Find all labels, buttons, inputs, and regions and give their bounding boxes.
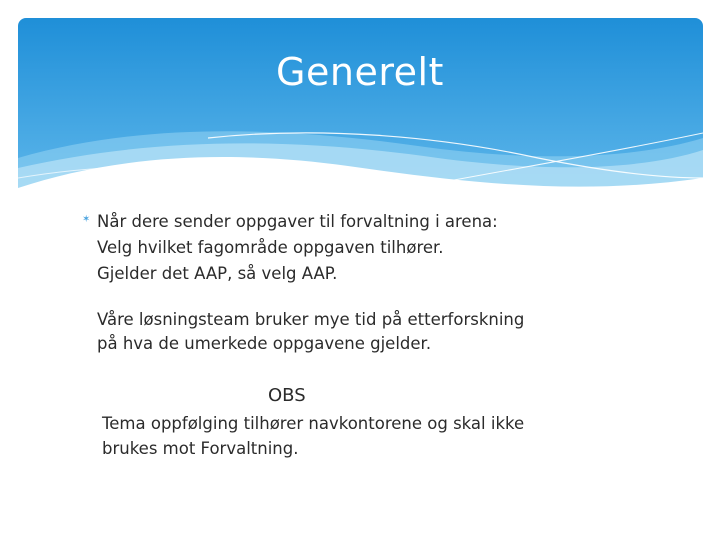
- paragraph1-line: Velg hvilket fagområde oppgaven tilhører.: [97, 238, 444, 257]
- paragraph2-line: på hva de umerkede oppgavene gjelder.: [97, 334, 432, 353]
- header-wave-graphic: [18, 18, 703, 208]
- header-banner: [18, 18, 703, 208]
- paragraph3-line: brukes mot Forvaltning.: [102, 439, 299, 458]
- bullet-star-icon: ✶: [82, 214, 91, 225]
- paragraph1-line: Gjelder det AAP, så velg AAP.: [97, 264, 338, 283]
- paragraph1-line: Når dere sender oppgaver til forvaltning i arena:: [97, 212, 498, 231]
- slide-title: Generelt: [276, 50, 444, 94]
- obs-label: OBS: [268, 385, 306, 406]
- paragraph3-line: Tema oppfølging tilhører navkontorene og skal ikke: [102, 414, 525, 433]
- paragraph2-line: Våre løsningsteam bruker mye tid på etterforskning: [97, 310, 525, 329]
